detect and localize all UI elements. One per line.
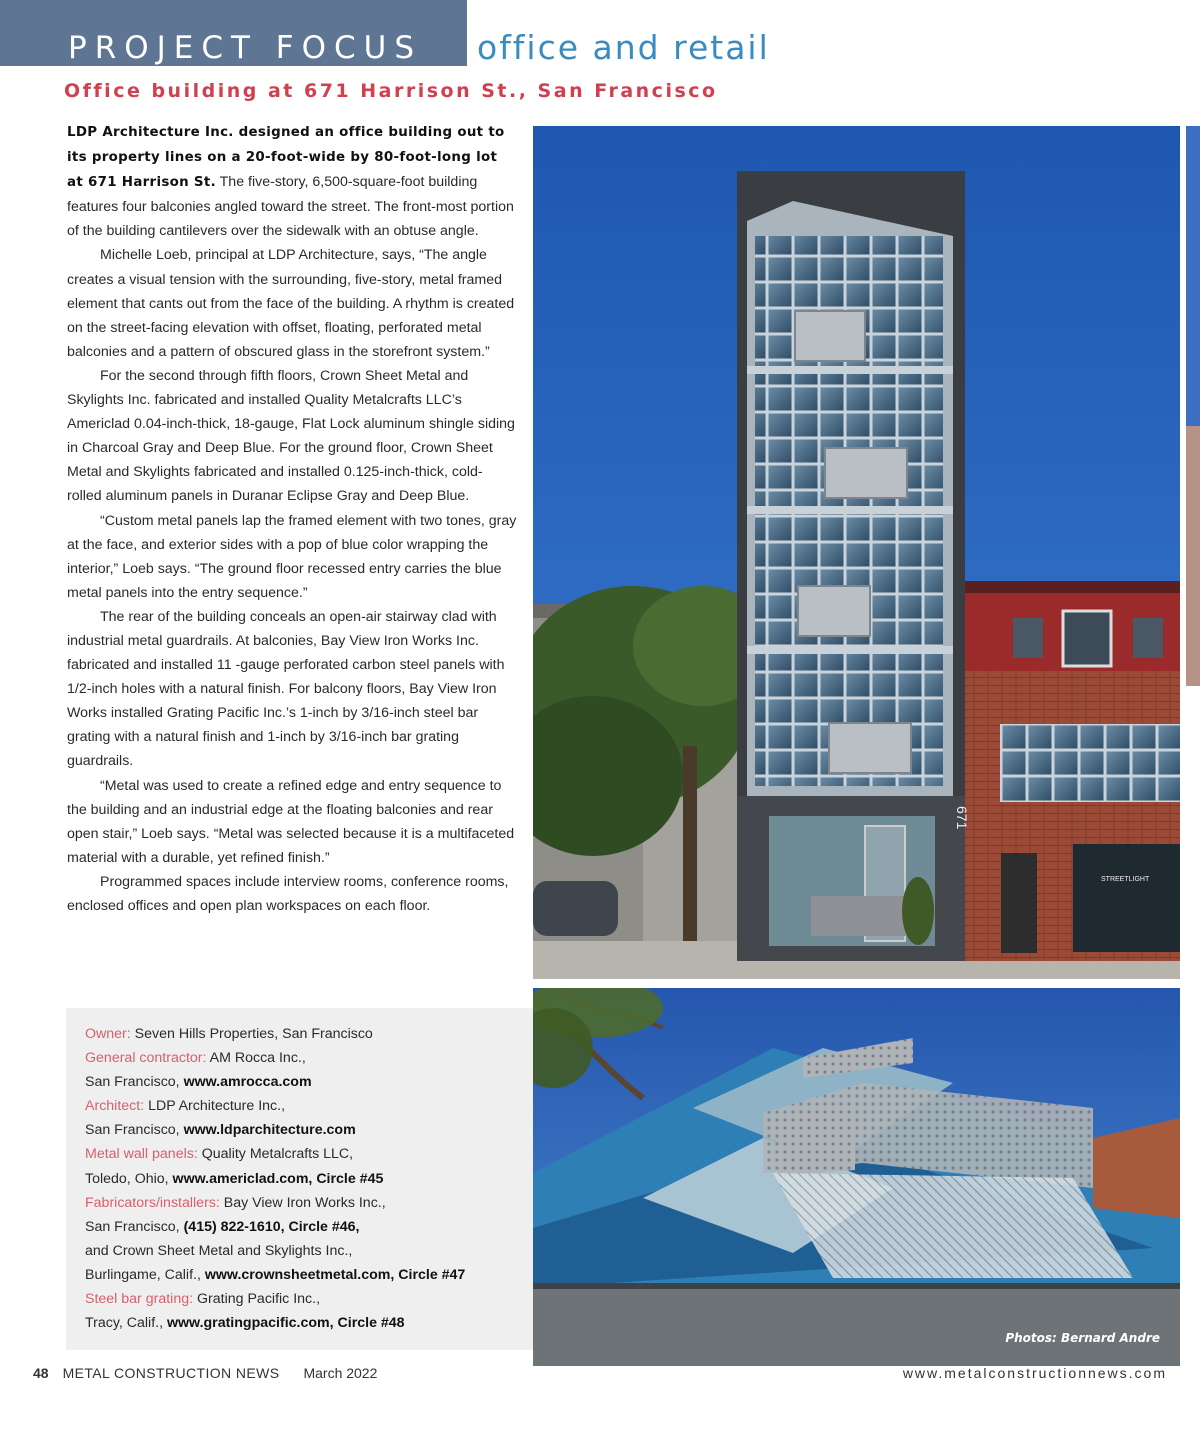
credit-label: Fabricators/installers: <box>85 1194 220 1211</box>
credit-city: Toledo, Ohio, <box>85 1170 173 1187</box>
credit-panels <box>85 1142 525 1166</box>
credit-fabricators-phone <box>85 1215 525 1239</box>
credit-link[interactable]: www.crownsheetmetal.com, Circle #47 <box>204 1266 466 1283</box>
building-facade-photo <box>533 126 1180 979</box>
paragraph-4: “Custom metal panels lap the framed element with two tones, gray at the face, and exterior sides with a pop of blue color wrapping the interior,” Loeb says. “The ground floor recessed entry carries the blue metal panels into the entry sequence.” <box>67 512 517 601</box>
credit-fabricators-2-web <box>85 1263 525 1287</box>
credit-architect-web <box>85 1118 525 1142</box>
footer-left <box>33 1365 377 1381</box>
credit-label: Architect: <box>85 1098 145 1115</box>
paragraph-6: “Metal was used to create a refined edge and entry sequence to the building and an industrial edge at the floating balconies and rear open stair,” Loeb says. “Metal was selected because it is a multifaceted material with a durable, yet refined finish.” <box>67 777 515 866</box>
credit-label: Steel bar grating: <box>85 1291 194 1308</box>
credit-panels-web <box>85 1167 525 1191</box>
credit-link[interactable]: www.amrocca.com <box>183 1074 312 1091</box>
credit-architect <box>85 1094 525 1118</box>
lead-text: LDP Architecture Inc. designed an office building out to its property lines on a 20-foot-wide by 80-foot-long lot at 671 Harrison St. <box>67 125 505 191</box>
credit-value: Grating Pacific Inc., <box>193 1291 321 1308</box>
credit-contractor <box>85 1046 525 1070</box>
credit-value: Bay View Iron Works Inc., <box>219 1194 386 1211</box>
credit-phone: (415) 822-1610, Circle #46, <box>183 1218 360 1235</box>
storefront-sign: STREETLIGHT <box>1101 876 1150 883</box>
credits-list <box>85 1022 525 1335</box>
credit-city: Tracy, Calif., <box>85 1315 167 1332</box>
adjacent-photo-strip <box>1186 126 1200 686</box>
credit-owner <box>85 1022 525 1046</box>
paragraph-1 <box>67 120 517 243</box>
credit-link[interactable]: www.gratingpacific.com, Circle #48 <box>166 1315 405 1332</box>
issue-date: March 2022 <box>303 1365 378 1381</box>
credit-city: Burlingame, Calif., <box>85 1266 205 1283</box>
credit-link[interactable]: www.americlad.com, Circle #45 <box>172 1170 384 1187</box>
magazine-name: METAL CONSTRUCTION NEWS <box>62 1365 280 1381</box>
credit-label: General contractor: <box>85 1050 207 1067</box>
building-number: 671 <box>954 806 970 830</box>
paragraph-7: Programmed spaces include interview rooms, conference rooms, enclosed offices and open plan workspaces on each floor. <box>67 873 509 914</box>
page-number: 48 <box>33 1365 49 1381</box>
paragraph-2: Michelle Loeb, principal at LDP Architecture, says, “The angle creates a visual tension with the surrounding, five-story, metal framed element that cants out from the face of the building. A rhythm is created on the street-facing elevation with offset, floating, perforated metal balconies and a pattern of obscured glass in the storefront system.” <box>67 247 515 360</box>
credit-city: San Francisco, <box>85 1074 184 1091</box>
photo-credit: Photos: Bernard Andre <box>1005 1331 1160 1345</box>
credit-contractor-web <box>85 1070 525 1094</box>
credit-city: San Francisco, <box>85 1218 184 1235</box>
category-label: office and retail <box>477 28 770 67</box>
credits-sidebar <box>66 1008 533 1350</box>
section-label: PROJECT FOCUS <box>68 30 423 66</box>
credit-city: San Francisco, <box>85 1122 184 1139</box>
paragraph-5: The rear of the building conceals an open-air stairway clad with industrial metal guardrails. At balconies, Bay View Iron Works Inc. fabricated and installed 11 -gauge perforated carbon steel panels with 1/2-inch holes with a natural finish. For balcony floors, Bay View Iron Works installed Grating Pacific Inc.’s 1-inch by 3/16-inch steel bar grating with a natural finish and 1-inch by 3/16-inch bar grating guardrails. <box>67 608 505 770</box>
credit-link[interactable]: www.ldparchitecture.com <box>183 1122 356 1139</box>
credit-value: Quality Metalcrafts LLC, <box>197 1146 354 1163</box>
credit-label: Owner: <box>85 1026 131 1042</box>
paragraph-3: For the second through fifth floors, Crown Sheet Metal and Skylights Inc. fabricated and installed Quality Metalcrafts LLC’s Americlad 0.04-inch-thick, 18-gauge, Flat Lock aluminum shingle siding in Charcoal Gray and Deep Blue. For the ground floor, Crown Sheet Metal and Skylights fabricated and installed 0.125-inch-thick, cold-rolled aluminum panels in Duranar Eclipse Gray and Deep Blue. <box>67 367 515 505</box>
credit-value: AM Rocca Inc., <box>206 1050 306 1067</box>
article-headline: Office building at 671 Harrison St., San Francisco <box>64 80 718 102</box>
paragraph-1-text: The five-story, 6,500-square-foot building features four balconies angled toward the street. The front-most portion of the building cantilevers over the sidewalk with an obtuse angle. <box>67 174 514 240</box>
credit-value: Seven Hills Properties, San Francisco <box>130 1026 373 1042</box>
article-body <box>67 120 517 918</box>
credit-grating-web <box>85 1311 525 1335</box>
credit-value: LDP Architecture Inc., <box>144 1098 286 1115</box>
credit-fabricators-2: and Crown Sheet Metal and Skylights Inc., <box>85 1242 353 1259</box>
credit-label: Metal wall panels: <box>85 1146 198 1163</box>
balcony-detail-photo <box>533 988 1180 1366</box>
credit-fabricators <box>85 1191 525 1215</box>
footer-website[interactable]: www.metalconstructionnews.com <box>902 1365 1167 1381</box>
credit-grating <box>85 1287 525 1311</box>
